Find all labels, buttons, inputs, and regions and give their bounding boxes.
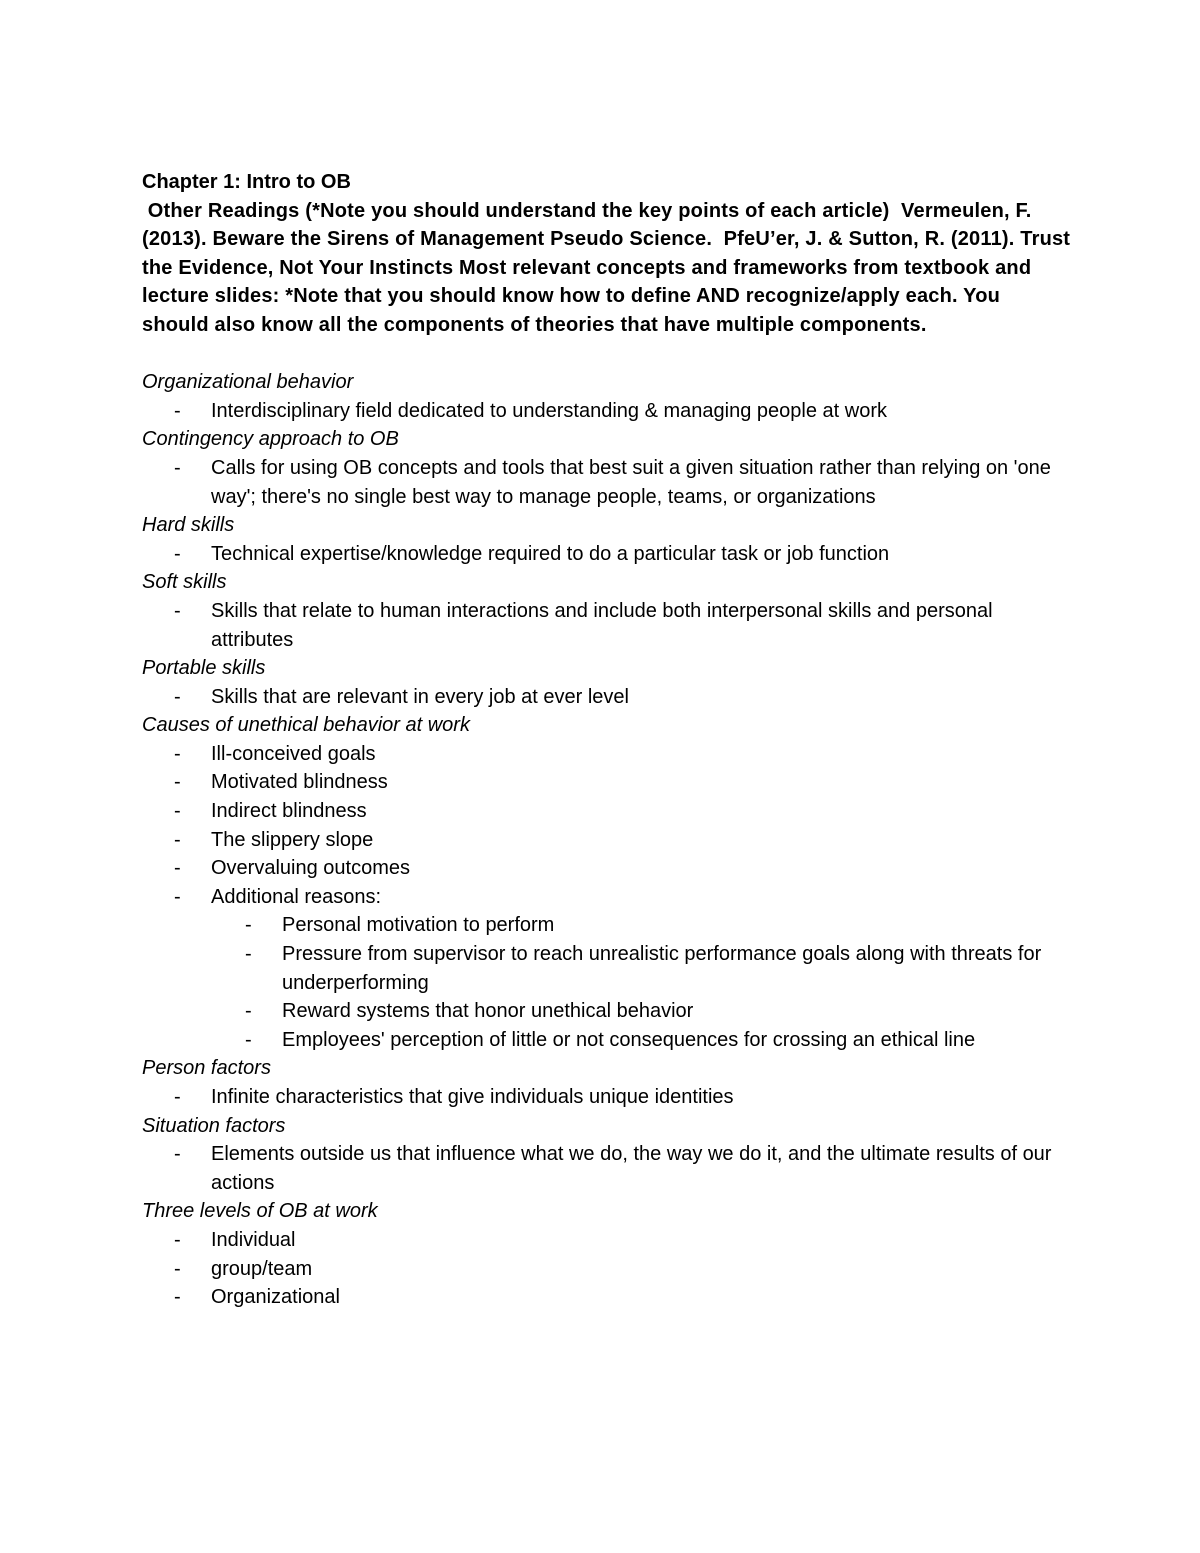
concept-term: Situation factors — [142, 1114, 286, 1137]
dash-bullet: - — [174, 1257, 181, 1280]
concept-term: Causes of unethical behavior at work — [142, 714, 470, 737]
dash-bullet: - — [245, 1028, 252, 1051]
dash-bullet: - — [174, 685, 181, 708]
chapter-heading: Chapter 1: Intro to OB — [142, 171, 351, 193]
dash-bullet: - — [174, 1286, 181, 1309]
dash-bullet: - — [174, 399, 181, 422]
item-text: Individual — [211, 1228, 296, 1251]
dash-bullet: - — [174, 599, 181, 622]
definition-list — [142, 454, 1072, 511]
list-item — [142, 768, 1072, 797]
definition-list — [142, 1083, 1072, 1112]
list-item — [142, 1255, 1072, 1284]
readings-intro: Other Readings (*Note you should understand the key points of each article) Vermeulen, F. (2013). Beware the Sirens of Management Pseudo Science. PfeU’er, J. & Sutton, R. (2011). Trust the Evidence, Not Your Instincts Most relevant concepts and frameworks from textbook and lecture slides: *Note that you should know how to define AND recognize/apply each. You should also know all the components of theories that have multiple components. — [142, 199, 1076, 336]
list-item — [142, 797, 1072, 826]
sub-item-text: Personal motivation to perform — [282, 914, 555, 937]
list-item — [142, 1226, 1072, 1255]
sub-list-item — [211, 940, 1072, 997]
definition-list — [142, 683, 1072, 712]
definition-list — [142, 540, 1072, 569]
dash-bullet: - — [174, 1143, 181, 1166]
item-text: Motivated blindness — [211, 771, 388, 794]
concept-term: Person factors — [142, 1057, 271, 1080]
sub-item-text: Employees' perception of little or not consequences for crossing an ethical line — [282, 1028, 976, 1051]
list-item — [142, 1140, 1072, 1197]
concept-term: Hard skills — [142, 514, 235, 537]
concept-term: Three levels of OB at work — [142, 1200, 378, 1223]
sub-list-item — [211, 997, 1072, 1026]
item-text: Interdisciplinary field dedicated to understanding & managing people at work — [211, 399, 887, 422]
sub-list — [211, 911, 1072, 1054]
item-text: Organizational — [211, 1286, 340, 1309]
definition-list — [142, 597, 1072, 654]
dash-bullet: - — [174, 542, 181, 565]
item-text: The slippery slope — [211, 828, 374, 851]
list-item — [142, 597, 1072, 654]
dash-bullet: - — [174, 1228, 181, 1251]
concept-term: Soft skills — [142, 571, 227, 594]
blank-line — [142, 340, 1072, 369]
item-text: Infinite characteristics that give individuals unique identities — [211, 1086, 734, 1108]
list-item — [142, 826, 1072, 855]
list-item — [142, 540, 1072, 569]
item-text: Additional reasons: — [211, 885, 382, 908]
concept-term: Organizational behavior — [142, 371, 354, 394]
concept-term: Portable skills — [142, 657, 266, 680]
item-text: Skills that relate to human interactions and include both interpersonal skills and personal attributes — [211, 599, 993, 651]
dash-bullet: - — [245, 943, 252, 966]
list-item — [142, 883, 1072, 1055]
item-text: Elements outside us that influence what we do, the way we do it, and the ultimate results of our actions — [211, 1143, 1052, 1194]
definition-list — [142, 1226, 1072, 1312]
item-text: Ill-conceived goals — [211, 742, 376, 765]
item-text: Skills that are relevant in every job at ever level — [211, 685, 629, 708]
document-page — [142, 168, 1076, 1312]
sub-item-text: Reward systems that honor unethical behavior — [282, 1000, 694, 1023]
list-item — [142, 397, 1072, 426]
sub-item-text: Pressure from supervisor to reach unrealistic performance goals along with threats for underperforming — [282, 943, 1042, 994]
definition-list — [142, 1140, 1072, 1197]
dash-bullet: - — [245, 1000, 252, 1023]
list-item — [142, 683, 1072, 712]
list-item — [142, 1083, 1072, 1112]
dash-bullet: - — [174, 800, 181, 823]
concept-term: Contingency approach to OB — [142, 428, 399, 451]
sub-list-item — [211, 1026, 1072, 1055]
item-text: Indirect blindness — [211, 800, 367, 823]
dash-bullet: - — [174, 1086, 181, 1108]
list-item — [142, 854, 1072, 883]
sub-list-item — [211, 911, 1072, 940]
item-text: Technical expertise/knowledge required to do a particular task or job function — [211, 542, 890, 565]
dash-bullet: - — [174, 857, 181, 880]
definition-list — [142, 740, 1072, 1055]
concepts-list — [142, 368, 1072, 1312]
item-text: Overvaluing outcomes — [211, 857, 410, 880]
dash-bullet: - — [245, 914, 252, 937]
definition-list — [142, 397, 1072, 426]
item-text: Calls for using OB concepts and tools that best suit a given situation rather than relying on 'one way'; there's no single best way to manage people, teams, or organizations — [211, 456, 1051, 508]
item-text: group/team — [211, 1257, 313, 1280]
dash-bullet: - — [174, 828, 181, 851]
list-item — [142, 454, 1072, 511]
dash-bullet: - — [174, 885, 181, 908]
dash-bullet: - — [174, 742, 181, 765]
list-item — [142, 740, 1072, 769]
dash-bullet: - — [174, 456, 181, 479]
list-item — [142, 1283, 1072, 1312]
dash-bullet: - — [174, 771, 181, 794]
